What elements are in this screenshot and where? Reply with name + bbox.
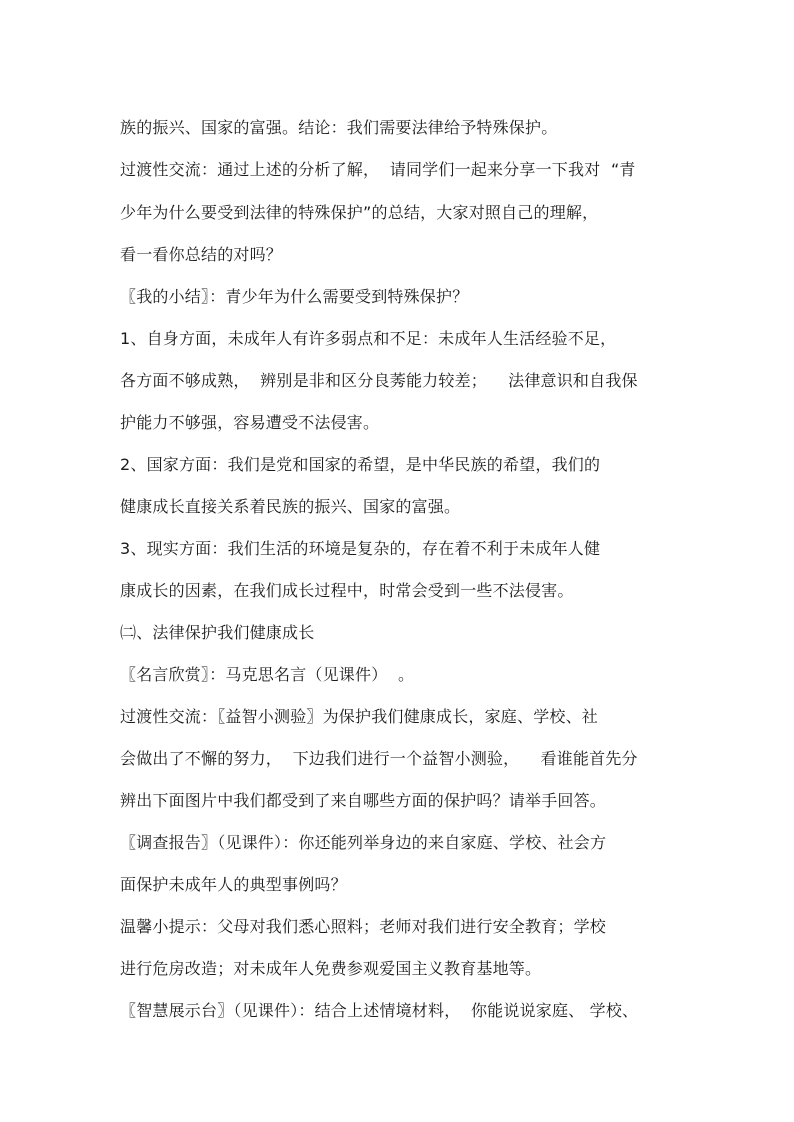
- text-line: 〖名言欣赏〗：马克思名言（见课件） 。: [120, 665, 415, 684]
- text-line: 温馨小提示：父母对我们悉心照料；老师对我们进行安全教育；学校: [120, 917, 607, 936]
- text-line: 健康成长直接关系着民族的振兴、国家的富强。: [120, 497, 461, 516]
- text-line: 面保护未成年人的典型事例吗？: [120, 875, 347, 894]
- text-line: 少年为什么要受到法律的特殊保护”的总结，大家对照自己的理解，: [120, 203, 599, 222]
- text-line: 〖调查报告〗（见课件）：你还能列举身边的来自家庭、学校、社会方: [120, 833, 607, 852]
- text-line: 会做出了不懈的努力， 下边我们进行一个益智小测验， 看谁能首先分: [120, 749, 638, 768]
- text-line: 〖我的小结〗：青少年为什么需要受到特殊保护？: [120, 287, 469, 306]
- text-line: 各方面不够成熟， 辨别是非和区分良莠能力较差； 法律意识和自我保: [120, 371, 638, 390]
- text-line: 〖智慧展示台〗（见课件）：结合上述情境材料， 你能说说家庭、 学校、: [120, 1001, 639, 1020]
- text-line: 过渡性交流：〖益智小测验〗为保护我们健康成长，家庭、学校、社: [120, 707, 599, 726]
- text-line: 看一看你总结的对吗？: [120, 245, 283, 264]
- text-line: 护能力不够强，容易遭受不法侵害。: [120, 413, 380, 432]
- text-line: 2、国家方面：我们是党和国家的希望，是中华民族的希望，我们的: [120, 455, 601, 474]
- text-line: 1、自身方面，未成年人有许多弱点和不足：未成年人生活经验不足，: [120, 329, 617, 348]
- text-line: 进行危房改造；对未成年人免费参观爱国主义教育基地等。: [120, 959, 542, 978]
- text-line: 辨出下面图片中我们都受到了来自哪些方面的保护吗？请举手回答。: [120, 791, 607, 810]
- section-heading: ㈡、法律保护我们健康成长: [120, 623, 315, 642]
- text-line: 康成长的因素，在我们成长过程中，时常会受到一些不法侵害。: [120, 581, 574, 600]
- text-line: 3、现实方面：我们生活的环境是复杂的，存在着不利于未成年人健: [120, 539, 601, 558]
- text-line: 过渡性交流：通过上述的分析了解， 请同学们一起来分享一下我对 “青: [120, 160, 636, 179]
- text-line: 族的振兴、国家的富强。结论：我们需要法律给予特殊保护。: [120, 118, 558, 137]
